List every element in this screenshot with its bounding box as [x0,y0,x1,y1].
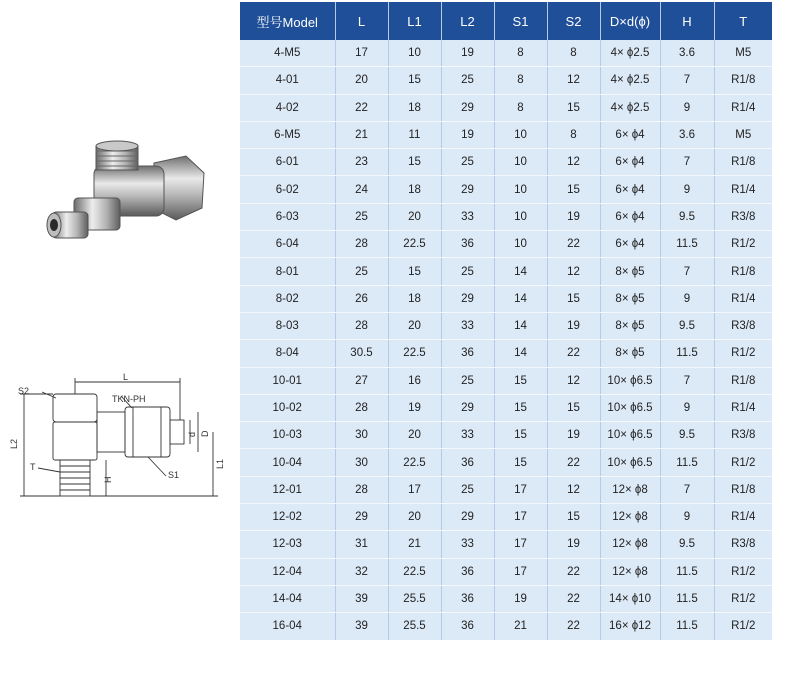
table-cell: 10× ϕ6.5 [600,394,660,421]
table-cell: 11.5 [660,585,714,612]
table-cell: 10 [494,203,547,230]
schematic-label-dd: D [200,430,210,437]
table-cell: 3.6 [660,121,714,148]
table-cell: R3/8 [714,422,772,449]
table-cell: 25 [335,203,388,230]
table-row [240,476,772,503]
schematic-label-d: d [187,431,197,437]
table-cell: 4-02 [240,94,335,121]
table-cell: 7 [660,67,714,94]
table-cell: 9.5 [660,203,714,230]
table-cell: 8-03 [240,312,335,339]
table-cell: 15 [494,449,547,476]
table-cell: 22 [547,231,600,258]
table-cell: R1/2 [714,449,772,476]
table-row [240,149,772,176]
table-cell: 12× ϕ8 [600,504,660,531]
table-cell: 14-04 [240,585,335,612]
table-cell: 12-04 [240,558,335,585]
table-cell: R1/4 [714,285,772,312]
table-cell: R1/2 [714,585,772,612]
table-cell: 22.5 [388,231,441,258]
table-cell: 19 [494,585,547,612]
table-cell: R1/4 [714,176,772,203]
table-cell: 25.5 [388,613,441,640]
table-row [240,613,772,640]
table-cell: R3/8 [714,531,772,558]
table-cell: 25.5 [388,585,441,612]
table-row [240,176,772,203]
table-cell: 12 [547,258,600,285]
table-cell: 26 [335,285,388,312]
product-illustration-panel [0,0,240,679]
table-cell: 9 [660,504,714,531]
table-cell: 16× ϕ12 [600,613,660,640]
table-cell: 30.5 [335,340,388,367]
table-cell: 15 [547,394,600,421]
table-cell: 30 [335,449,388,476]
table-cell: 15 [388,149,441,176]
table-cell: 21 [494,613,547,640]
table-cell: 19 [547,422,600,449]
table-cell: 15 [388,258,441,285]
table-cell: R1/8 [714,258,772,285]
table-row [240,340,772,367]
table-cell: 8× ϕ5 [600,258,660,285]
table-cell: 19 [547,203,600,230]
table-cell: 17 [494,531,547,558]
column-header: S2 [547,2,600,40]
table-cell: 27 [335,367,388,394]
table-cell: 28 [335,394,388,421]
table-cell: 36 [441,585,494,612]
table-row [240,504,772,531]
table-cell: 6× ϕ4 [600,121,660,148]
table-cell: 39 [335,585,388,612]
table-cell: 9.5 [660,312,714,339]
table-cell: 17 [335,40,388,67]
table-cell: 29 [441,94,494,121]
table-cell: 39 [335,613,388,640]
table-cell: 10 [494,231,547,258]
table-cell: 23 [335,149,388,176]
column-header: 型号Model [240,2,335,40]
table-cell: 11.5 [660,340,714,367]
table-cell: 20 [335,67,388,94]
table-cell: 10× ϕ6.5 [600,422,660,449]
table-cell: 9.5 [660,422,714,449]
table-cell: 8 [494,94,547,121]
table-cell: 16-04 [240,613,335,640]
table-cell: 10 [494,121,547,148]
table-cell: 17 [494,558,547,585]
table-cell: 25 [441,67,494,94]
table-cell: 14× ϕ10 [600,585,660,612]
table-cell: R1/4 [714,94,772,121]
table-cell: 9 [660,285,714,312]
table-cell: 36 [441,449,494,476]
table-cell: 33 [441,203,494,230]
table-cell: 3.6 [660,40,714,67]
table-cell: 25 [441,476,494,503]
table-cell: 10-01 [240,367,335,394]
table-row [240,367,772,394]
table-cell: 19 [547,312,600,339]
table-cell: 11.5 [660,231,714,258]
schematic-label-l1: L1 [215,458,225,469]
table-row [240,449,772,476]
table-cell: 22 [547,613,600,640]
table-cell: 8-04 [240,340,335,367]
column-header: L1 [388,2,441,40]
table-cell: 22.5 [388,449,441,476]
table-cell: 7 [660,258,714,285]
table-cell: 15 [494,367,547,394]
column-header: H [660,2,714,40]
table-cell: R3/8 [714,312,772,339]
table-row [240,312,772,339]
table-cell: 10 [388,40,441,67]
table-cell: 22 [547,340,600,367]
table-cell: 12-02 [240,504,335,531]
table-cell: 12-03 [240,531,335,558]
table-cell: 6-04 [240,231,335,258]
table-cell: 14 [494,312,547,339]
table-cell: 20 [388,504,441,531]
table-cell: 6-02 [240,176,335,203]
table-cell: 21 [335,121,388,148]
table-cell: 29 [335,504,388,531]
table-cell: 6× ϕ4 [600,203,660,230]
table-cell: 28 [335,231,388,258]
table-cell: 22.5 [388,558,441,585]
table-cell: 18 [388,285,441,312]
table-cell: 25 [441,149,494,176]
schematic-label-s2: S2 [18,386,30,396]
table-cell: 7 [660,367,714,394]
table-cell: R1/8 [714,149,772,176]
table-row [240,285,772,312]
table-cell: 29 [441,176,494,203]
table-cell: 10 [494,149,547,176]
schematic-label-l2: L2 [9,438,19,449]
table-cell: 36 [441,613,494,640]
table-cell: M5 [714,40,772,67]
table-cell: 7 [660,149,714,176]
table-cell: 10× ϕ6.5 [600,449,660,476]
table-cell: 36 [441,231,494,258]
table-cell: 8 [547,121,600,148]
table-cell: 22 [335,94,388,121]
table-cell: 15 [547,176,600,203]
table-cell: 4-01 [240,67,335,94]
table-row [240,203,772,230]
table-cell: 29 [441,394,494,421]
table-cell: 29 [441,504,494,531]
table-cell: 15 [547,285,600,312]
table-cell: 12× ϕ8 [600,476,660,503]
table-row [240,258,772,285]
table-cell: 21 [388,531,441,558]
column-header: T [714,2,772,40]
table-cell: 17 [388,476,441,503]
schematic-label-s1: S1 [168,470,180,480]
table-cell: 8× ϕ5 [600,312,660,339]
table-cell: 20 [388,422,441,449]
table-cell: 4× ϕ2.5 [600,94,660,121]
table-row [240,67,772,94]
table-cell: R1/2 [714,558,772,585]
table-row [240,231,772,258]
table-cell: 8 [494,40,547,67]
table-cell: R1/8 [714,476,772,503]
table-cell: 30 [335,422,388,449]
table-cell: R1/4 [714,504,772,531]
table-cell: R1/2 [714,613,772,640]
table-cell: 10-04 [240,449,335,476]
table-cell: 28 [335,476,388,503]
schematic-model-label: TKN-PH [112,394,146,404]
table-cell: 6-03 [240,203,335,230]
table-cell: 22 [547,449,600,476]
table-cell: R1/8 [714,67,772,94]
table-cell: 14 [494,258,547,285]
table-cell: 17 [494,476,547,503]
table-cell: 14 [494,340,547,367]
table-cell: 25 [441,258,494,285]
table-cell: 19 [441,40,494,67]
table-cell: 15 [547,94,600,121]
table-cell: 12-01 [240,476,335,503]
table-cell: 12× ϕ8 [600,558,660,585]
table-cell: 8 [547,40,600,67]
table-cell: 12 [547,67,600,94]
table-cell: 6× ϕ4 [600,176,660,203]
table-row [240,558,772,585]
column-header: L [335,2,388,40]
table-cell: 6× ϕ4 [600,149,660,176]
table-cell: R1/2 [714,231,772,258]
table-cell: 4-M5 [240,40,335,67]
table-cell: 22.5 [388,340,441,367]
table-cell: 19 [441,121,494,148]
table-cell: 19 [547,531,600,558]
table-cell: 12 [547,149,600,176]
table-row [240,94,772,121]
table-cell: 22 [547,558,600,585]
table-cell: 8 [494,67,547,94]
table-row [240,40,772,67]
table-cell: 10× ϕ6.5 [600,367,660,394]
column-header: L2 [441,2,494,40]
column-header: S1 [494,2,547,40]
table-cell: 18 [388,94,441,121]
table-body [240,40,772,640]
table-cell: R1/2 [714,340,772,367]
table-cell: 16 [388,367,441,394]
table-cell: 11.5 [660,613,714,640]
table-cell: 10-03 [240,422,335,449]
table-cell: 33 [441,531,494,558]
table-row [240,585,772,612]
table-cell: 8-01 [240,258,335,285]
dimension-schematic [8,372,238,512]
table-cell: 19 [388,394,441,421]
table-cell: 9 [660,394,714,421]
table-cell: 12× ϕ8 [600,531,660,558]
table-cell: 25 [335,258,388,285]
table-cell: 20 [388,312,441,339]
table-cell: 15 [494,394,547,421]
table-cell: 33 [441,422,494,449]
table-cell: 11.5 [660,449,714,476]
table-cell: 36 [441,340,494,367]
table-cell: 12 [547,476,600,503]
schematic-label-h: H [103,476,113,483]
column-header: D×d(ϕ) [600,2,660,40]
table-cell: 33 [441,312,494,339]
schematic-label-t: T [30,462,36,472]
table-cell: 15 [547,504,600,531]
table-cell: 24 [335,176,388,203]
specification-table [240,2,772,640]
table-cell: 4× ϕ2.5 [600,67,660,94]
table-cell: 9 [660,94,714,121]
table-cell: 11.5 [660,558,714,585]
table-cell: 31 [335,531,388,558]
table-cell: 8× ϕ5 [600,285,660,312]
table-cell: 8× ϕ5 [600,340,660,367]
table-cell: 25 [441,367,494,394]
table-cell: 17 [494,504,547,531]
table-cell: 22 [547,585,600,612]
table-row [240,422,772,449]
table-cell: 7 [660,476,714,503]
table-cell: 9 [660,176,714,203]
table-cell: 29 [441,285,494,312]
table-cell: 10 [494,176,547,203]
table-cell: 12 [547,367,600,394]
table-cell: 18 [388,176,441,203]
table-cell: 36 [441,558,494,585]
table-cell: 6× ϕ4 [600,231,660,258]
table-cell: 9.5 [660,531,714,558]
table-cell: 32 [335,558,388,585]
table-cell: R1/4 [714,394,772,421]
table-cell: 15 [388,67,441,94]
table-cell: 10-02 [240,394,335,421]
fitting-photo [36,128,216,258]
table-cell: 11 [388,121,441,148]
table-cell: 6-M5 [240,121,335,148]
table-cell: M5 [714,121,772,148]
table-cell: 14 [494,285,547,312]
table-cell: 20 [388,203,441,230]
table-cell: 4× ϕ2.5 [600,40,660,67]
table-cell: 15 [494,422,547,449]
table-cell: 6-01 [240,149,335,176]
table-header-row [240,2,772,40]
schematic-label-l: L [123,372,129,382]
table-cell: R1/8 [714,367,772,394]
table-cell: 28 [335,312,388,339]
table-row [240,531,772,558]
table-row [240,121,772,148]
table-row [240,394,772,421]
table-cell: 8-02 [240,285,335,312]
table-cell: R3/8 [714,203,772,230]
